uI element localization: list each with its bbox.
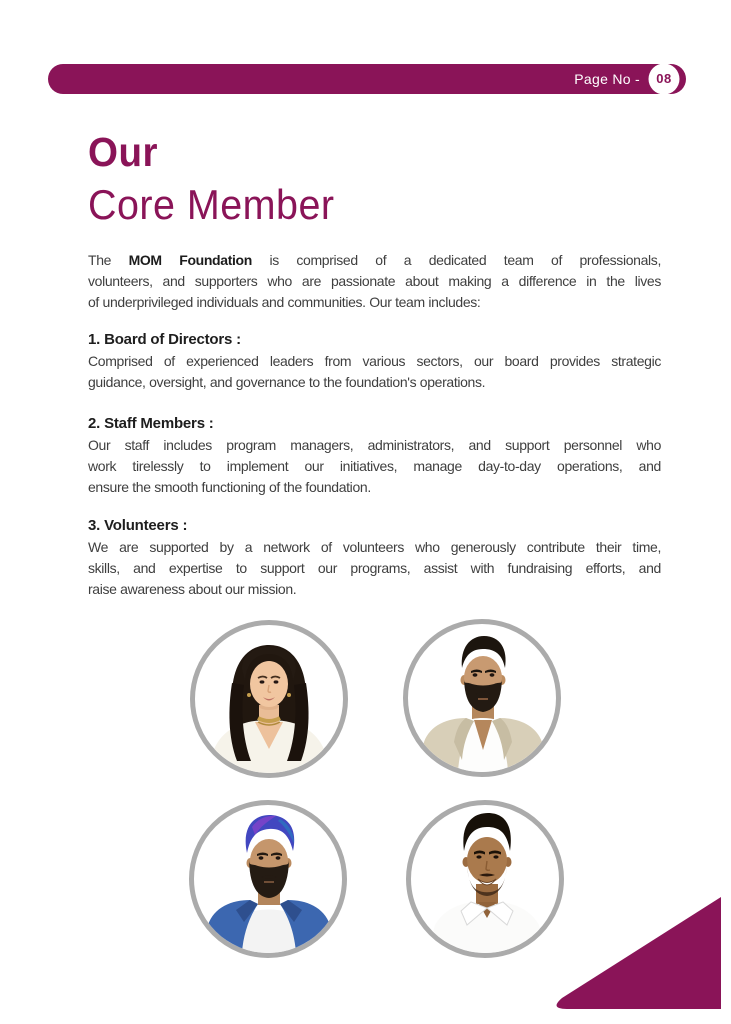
corner-accent-shape (545, 893, 721, 1012)
section-heading: 3. Volunteers : (88, 517, 188, 534)
section-staff-members (88, 413, 661, 498)
page-title-line1: Our (88, 129, 158, 175)
page-content (88, 250, 661, 600)
member-portrait-blazer-man (408, 624, 556, 772)
member-portrait-blue-hair-man (194, 805, 342, 953)
member-photo-2 (403, 619, 561, 777)
intro-paragraph (88, 250, 661, 313)
text-line: ensure the smooth functioning of the foundation. (88, 479, 371, 495)
member-photo-1 (190, 620, 348, 778)
text-line: work tirelessly to implement our initiatives, manage day-to-day operations, and (88, 458, 661, 474)
section-body (88, 537, 661, 600)
text-line: raise awareness about our mission. (88, 581, 297, 597)
page-number-label: Page No - (574, 71, 640, 87)
page-number-bar (48, 64, 686, 94)
section-heading: 1. Board of Directors : (88, 331, 241, 348)
member-portrait-smiling-man (411, 805, 559, 953)
page-title (88, 130, 335, 228)
member-portrait-woman (195, 625, 343, 773)
member-photo-3 (189, 800, 347, 958)
text-line: Our staff includes program managers, administrators, and support personnel who (88, 437, 661, 453)
text-line: of underprivileged individuals and communities. Our team includes: (88, 294, 481, 310)
section-body (88, 351, 661, 393)
text-line: The MOM Foundation is comprised of a dedicated team of professionals, (88, 252, 661, 268)
page-title-line2: Core Member (88, 181, 335, 229)
text-line: We are supported by a network of volunteers who generously contribute their time, (88, 539, 661, 555)
section-body (88, 435, 661, 498)
text-line: skills, and expertise to support our programs, assist with fundraising efforts, and (88, 560, 661, 576)
section-board-of-directors (88, 329, 661, 393)
section-heading: 2. Staff Members : (88, 415, 214, 432)
text-line: guidance, oversight, and governance to the foundation's operations. (88, 374, 486, 390)
text-line: volunteers, and supporters who are passionate about making a difference in the lives (88, 273, 661, 289)
page-number-badge: 08 (651, 66, 677, 92)
member-photo-4 (406, 800, 564, 958)
text-line: Comprised of experienced leaders from various sectors, our board provides strategic (88, 353, 661, 369)
section-volunteers (88, 515, 661, 600)
